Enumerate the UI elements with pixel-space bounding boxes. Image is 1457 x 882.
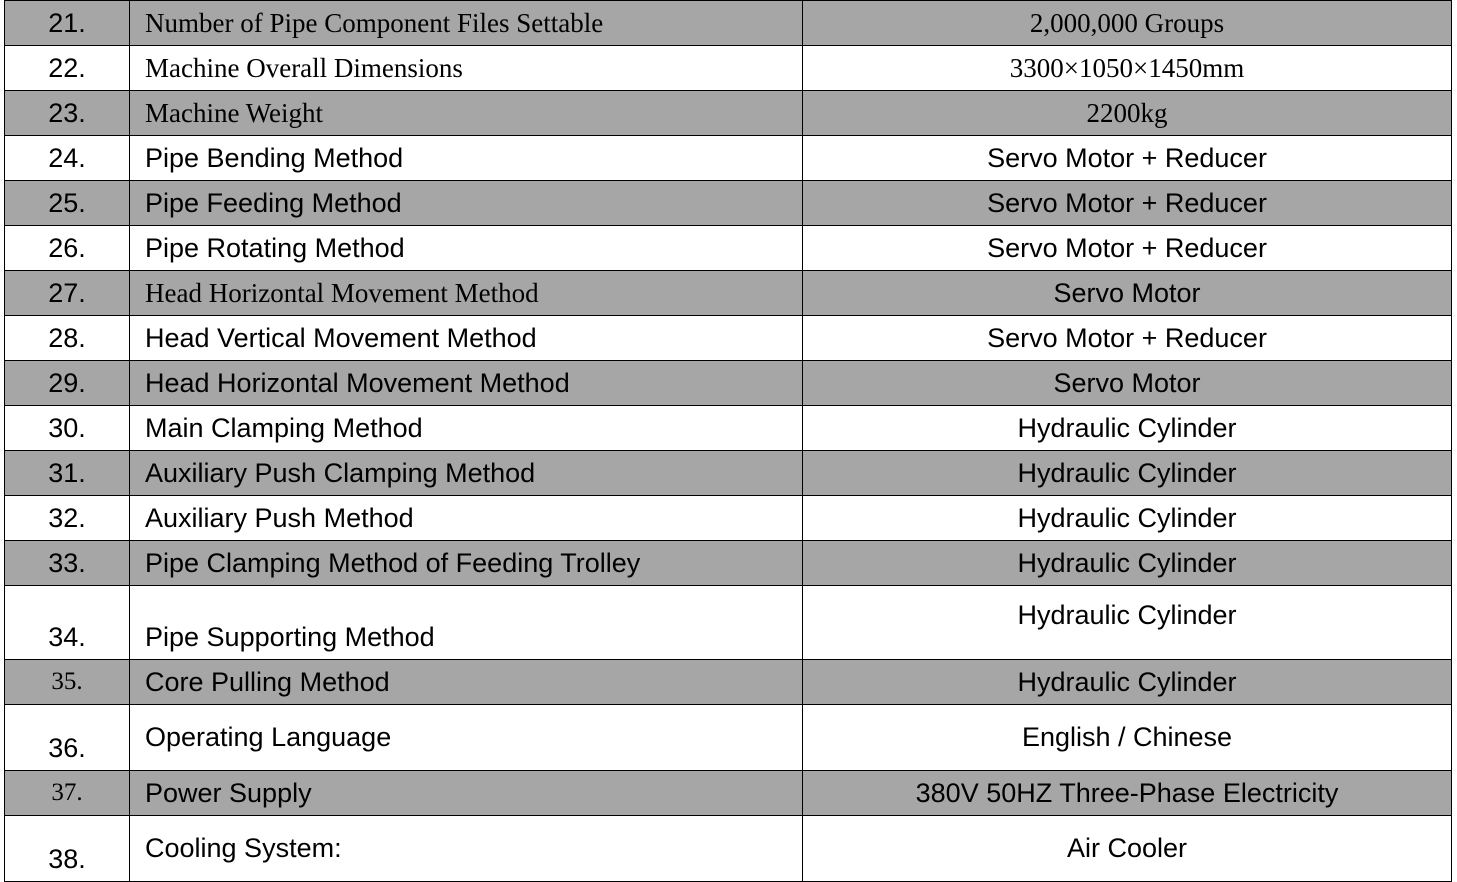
row-number: 24. — [5, 136, 130, 181]
row-value: Air Cooler — [803, 816, 1452, 882]
row-value: 2,000,000 Groups — [803, 1, 1452, 46]
row-item: Auxiliary Push Clamping Method — [130, 451, 803, 496]
row-number: 36. — [5, 705, 130, 771]
row-item: Power Supply — [130, 771, 803, 816]
row-value: Hydraulic Cylinder — [803, 541, 1452, 586]
table-row — [5, 226, 1452, 271]
row-item: Operating Language — [130, 705, 803, 771]
row-item: Cooling System: — [130, 816, 803, 882]
row-number: 26. — [5, 226, 130, 271]
row-value: Servo Motor + Reducer — [803, 226, 1452, 271]
table-row — [5, 586, 1452, 660]
table-row — [5, 816, 1452, 882]
row-number: 31. — [5, 451, 130, 496]
spec-table — [4, 0, 1452, 882]
row-number: 27. — [5, 271, 130, 316]
row-item: Pipe Feeding Method — [130, 181, 803, 226]
row-item: Number of Pipe Component Files Settable — [130, 1, 803, 46]
row-item: Machine Overall Dimensions — [130, 46, 803, 91]
table-row — [5, 541, 1452, 586]
row-number: 32. — [5, 496, 130, 541]
row-value: Servo Motor + Reducer — [803, 316, 1452, 361]
table-row — [5, 181, 1452, 226]
row-number: 25. — [5, 181, 130, 226]
row-item: Auxiliary Push Method — [130, 496, 803, 541]
row-number: 23. — [5, 91, 130, 136]
row-value: 2200kg — [803, 91, 1452, 136]
row-item: Head Vertical Movement Method — [130, 316, 803, 361]
row-value: Hydraulic Cylinder — [803, 451, 1452, 496]
table-row — [5, 1, 1452, 46]
row-number: 38. — [5, 816, 130, 882]
table-row — [5, 496, 1452, 541]
table-row — [5, 46, 1452, 91]
row-value: Servo Motor — [803, 271, 1452, 316]
row-number: 37. — [5, 771, 130, 816]
row-value: Hydraulic Cylinder — [803, 586, 1452, 660]
row-number: 30. — [5, 406, 130, 451]
row-item: Pipe Rotating Method — [130, 226, 803, 271]
table-row — [5, 361, 1452, 406]
row-value: Hydraulic Cylinder — [803, 660, 1452, 705]
row-value: Hydraulic Cylinder — [803, 496, 1452, 541]
row-value: 3300×1050×1450mm — [803, 46, 1452, 91]
row-value: Hydraulic Cylinder — [803, 406, 1452, 451]
row-item: Head Horizontal Movement Method — [130, 361, 803, 406]
row-item: Pipe Supporting Method — [130, 586, 803, 660]
row-value: Servo Motor — [803, 361, 1452, 406]
table-row — [5, 406, 1452, 451]
row-value: Servo Motor + Reducer — [803, 181, 1452, 226]
table-row — [5, 451, 1452, 496]
row-value: 380V 50HZ Three-Phase Electricity — [803, 771, 1452, 816]
row-number: 22. — [5, 46, 130, 91]
table-row — [5, 771, 1452, 816]
row-item: Pipe Clamping Method of Feeding Trolley — [130, 541, 803, 586]
table-row — [5, 91, 1452, 136]
row-number: 34. — [5, 586, 130, 660]
row-item: Machine Weight — [130, 91, 803, 136]
row-item: Core Pulling Method — [130, 660, 803, 705]
table-row — [5, 316, 1452, 361]
row-number: 33. — [5, 541, 130, 586]
table-row — [5, 705, 1452, 771]
row-number: 29. — [5, 361, 130, 406]
row-number: 21. — [5, 1, 130, 46]
row-number: 35. — [5, 660, 130, 705]
row-value: Servo Motor + Reducer — [803, 136, 1452, 181]
row-value: English / Chinese — [803, 705, 1452, 771]
row-item: Main Clamping Method — [130, 406, 803, 451]
row-number: 28. — [5, 316, 130, 361]
table-row — [5, 136, 1452, 181]
row-item: Pipe Bending Method — [130, 136, 803, 181]
table-row — [5, 271, 1452, 316]
row-item: Head Horizontal Movement Method — [130, 271, 803, 316]
table-row — [5, 660, 1452, 705]
